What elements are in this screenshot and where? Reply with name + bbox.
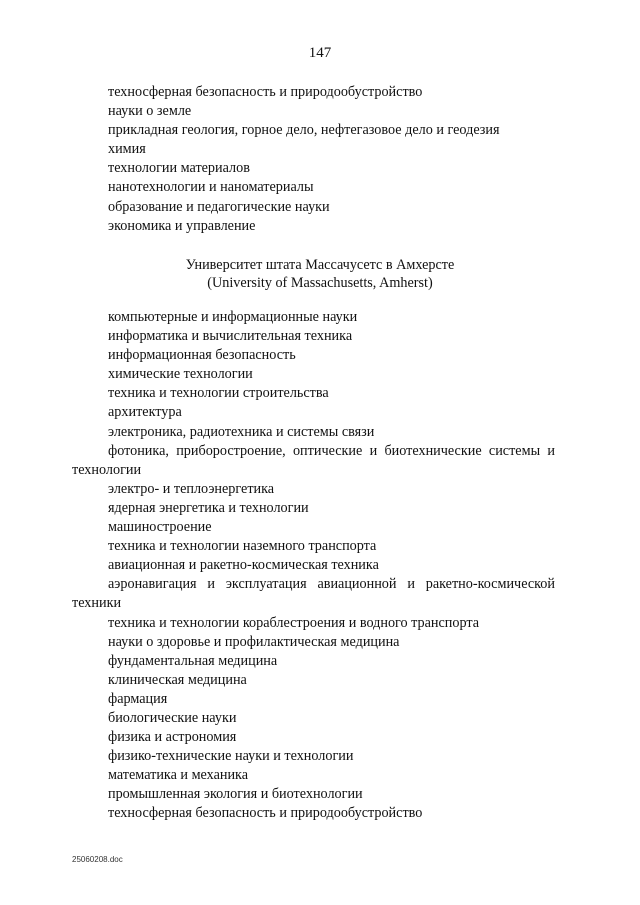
university-heading [0, 256, 640, 292]
list-item: ядерная энергетика и технологии [108, 499, 309, 516]
university-name-en: (University of Massachusetts, Amherst) [207, 275, 433, 291]
list-item: архитектура [108, 404, 182, 421]
list-item: авиационная и ракетно-космическая техника [108, 557, 379, 574]
list-item: технологии материалов [108, 160, 250, 177]
list-item: информационная безопасность [108, 347, 296, 364]
list-item: биологические науки [108, 709, 237, 726]
list-item: экономика и управление [108, 217, 256, 234]
discipline-list-bottom [72, 308, 555, 824]
list-item: фотоника, приборостроение, оптические и биотехнические системы и технологии [72, 442, 555, 478]
list-item: фундаментальная медицина [108, 652, 278, 669]
list-item: образование и педагогические науки [108, 198, 330, 215]
list-item: химия [108, 141, 146, 158]
list-item: физика и астрономия [108, 729, 237, 746]
list-item: техника и технологии кораблестроения и водного транспорта [108, 614, 480, 631]
list-item: компьютерные и информационные науки [108, 309, 358, 325]
list-item: нанотехнологии и наноматериалы [108, 179, 314, 196]
list-item: фармация [108, 690, 168, 707]
list-item: физико-технические науки и технологии [108, 748, 354, 765]
list-item: техника и технологии строительства [108, 385, 329, 402]
discipline-list-top [72, 83, 555, 236]
list-item: электроника, радиотехника и системы связи [108, 423, 375, 440]
footer-doc-code: 25060208.doc [72, 855, 123, 864]
list-item: науки о здоровье и профилактическая медицина [108, 633, 400, 650]
list-item: техносферная безопасность и природообустройство [108, 84, 423, 100]
list-item: машиностроение [108, 519, 212, 536]
page-number: 147 [308, 45, 332, 61]
list-item: аэронавигация и эксплуатация авиационной и ракетно-космической техники [72, 576, 555, 612]
list-item: клиническая медицина [108, 671, 247, 688]
list-item: химические технологии [108, 366, 253, 383]
list-item: математика и механика [108, 767, 249, 784]
list-item: прикладная геология, горное дело, нефтегазовое дело и геодезия [108, 122, 500, 139]
list-item: техника и технологии наземного транспорта [108, 538, 377, 555]
list-item: информатика и вычислительная техника [108, 328, 353, 345]
list-item: техносферная безопасность и природообустройство [108, 805, 423, 822]
university-name-ru: Университет штата Массачусетс в Амхерсте [185, 257, 455, 273]
list-item: электро- и теплоэнергетика [108, 480, 275, 497]
list-item: промышленная экология и биотехнологии [108, 786, 363, 803]
list-item: науки о земле [108, 103, 192, 120]
